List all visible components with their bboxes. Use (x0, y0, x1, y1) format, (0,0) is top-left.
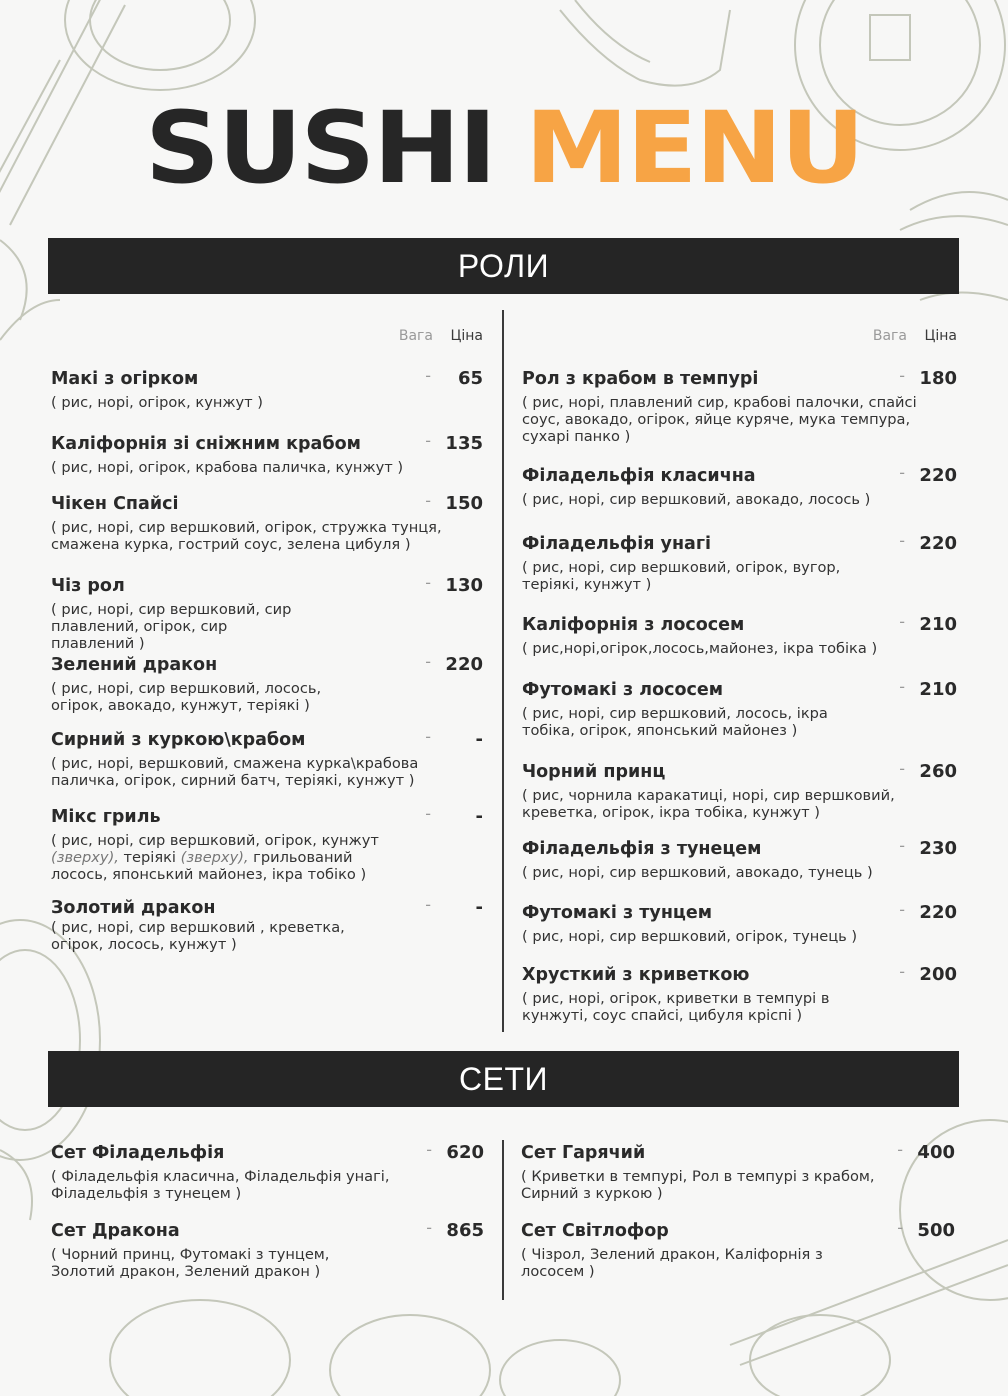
item-weight: - (899, 900, 905, 919)
menu-item (522, 465, 957, 508)
item-ingredients: ( рис, норі, сир вершковий, авокадо, лосось ) (522, 491, 871, 508)
item-price: 220 (919, 533, 957, 554)
rolls-right-column (522, 328, 957, 1028)
item-price: 65 (457, 368, 483, 389)
item-weight: - (899, 612, 905, 631)
menu-item (522, 614, 957, 657)
item-weight: - (425, 491, 431, 510)
item-name: Чіз рол (51, 576, 125, 596)
item-weight: - (899, 463, 905, 482)
rolls-column-divider (502, 310, 504, 1032)
desc-italic-note: (зверху), (51, 849, 119, 866)
item-ingredients: ( рис, норі, сир вершковий, авокадо, тунець ) (522, 864, 873, 881)
item-name: Сет Світлофор (521, 1221, 669, 1241)
desc-part: грильований лосось, японський майонез, ікра тобіко ) (51, 849, 367, 883)
menu-item (51, 368, 483, 411)
item-ingredients: ( Криветки в темпурі, Рол в темпурі з крабом, Сирний з куркою ) (521, 1168, 875, 1202)
item-price: 135 (445, 433, 483, 454)
item-name: Чорний принц (522, 762, 666, 782)
item-ingredients: ( рис, норі, сир вершковий, огірок, вугор, теріякі, кунжут ) (522, 559, 841, 593)
item-ingredients: ( рис,норі,огірок,лосось,майонез, ікра тобіка ) (522, 640, 878, 657)
item-name: Зелений дракон (51, 655, 218, 675)
item-price: 620 (446, 1142, 484, 1163)
desc-part: ( рис, норі, сир вершковий, огірок, кунжут (51, 832, 379, 849)
item-ingredients: ( Філадельфія класична, Філадельфія унагі, Філадельфія з тунецем ) (51, 1168, 390, 1202)
item-ingredients: ( рис, норі, сир вершковий, огірок, тунець ) (522, 928, 858, 945)
item-name: Рол з крабом в темпурі (522, 369, 759, 389)
item-ingredients: ( рис, норі, сир вершковий, сир плавлений, огірок, сир плавлений ) (51, 601, 292, 652)
item-name: Чікен Спайсі (51, 494, 179, 514)
menu-item (51, 1220, 484, 1280)
item-ingredients: ( рис, норі, огірок, крабова паличка, кунжут ) (51, 459, 404, 476)
item-ingredients (51, 832, 391, 883)
item-name: Філадельфія класична (522, 466, 756, 486)
item-ingredients: ( Чізрол, Зелений дракон, Каліфорнія з лососем ) (521, 1246, 823, 1280)
item-weight: - (426, 1218, 432, 1237)
menu-item (51, 654, 483, 714)
menu-item (51, 729, 483, 789)
rolls-section-header: РОЛИ (48, 238, 959, 294)
item-price: 220 (919, 465, 957, 486)
item-price: 180 (919, 368, 957, 389)
menu-item (51, 897, 483, 953)
item-weight: - (899, 531, 905, 550)
title-word-menu: MENU (524, 90, 864, 206)
item-price: 865 (446, 1220, 484, 1241)
item-ingredients: ( рис, норі, сир вершковий, лосось, ікра тобіка, огірок, японський майонез ) (522, 705, 828, 739)
item-name: Сет Дракона (51, 1221, 180, 1241)
item-ingredients: ( Чорний принц, Футомакі з тунцем, Золотий дракон, Зелений дракон ) (51, 1246, 330, 1280)
item-weight: - (425, 366, 431, 385)
item-weight: - (899, 759, 905, 778)
item-weight: - (897, 1218, 903, 1237)
menu-item (522, 679, 957, 739)
menu-title (0, 90, 1008, 206)
sets-column-divider (502, 1140, 504, 1300)
item-ingredients: ( рис, чорнила каракатиці, норі, сир вершковий, креветка, огірок, ікра тобіка, кунжут ) (522, 787, 895, 821)
item-weight: - (425, 727, 431, 746)
item-ingredients: ( рис, норі, огірок, криветки в темпурі в кунжуті, соус спайсі, цибуля кріспі ) (522, 990, 830, 1024)
item-price: 500 (917, 1220, 955, 1241)
item-name: Сет Філадельфія (51, 1143, 225, 1163)
item-price: 230 (919, 838, 957, 859)
item-price: 260 (919, 761, 957, 782)
menu-item (522, 902, 957, 945)
item-name: Сет Гарячий (521, 1143, 646, 1163)
item-ingredients: ( рис, норі, вершковий, смажена курка\крабова паличка, огірок, сирний батч, теріякі, кунжут ) (51, 755, 419, 789)
desc-italic-note: (зверху), (180, 849, 249, 866)
item-price: 150 (445, 493, 483, 514)
price-header: Ціна (924, 328, 957, 344)
item-weight: - (899, 962, 905, 981)
menu-item (51, 1142, 484, 1202)
item-ingredients: ( рис, норі, плавлений сир, крабові палочки, спайсі соус, авокадо, огірок, яйце куряче, мука темпура, сухарі панко ) (522, 394, 917, 445)
sets-right-column (521, 1142, 955, 1292)
item-weight: - (899, 836, 905, 855)
sets-left-column (51, 1142, 484, 1292)
menu-item (51, 806, 483, 883)
item-weight: - (425, 573, 431, 592)
item-name: Філадельфія унагі (522, 534, 712, 554)
item-weight: - (425, 652, 431, 671)
menu-item (522, 368, 957, 445)
desc-part: теріякі (118, 849, 181, 866)
price-header: Ціна (450, 328, 483, 344)
item-name: Каліфорнія з лососем (522, 615, 745, 635)
item-weight: - (899, 677, 905, 696)
menu-item (522, 761, 957, 821)
item-ingredients: ( рис, норі, сир вершковий, огірок, стружка тунця, смажена курка, гострий соус, зелена цибуля ) (51, 519, 442, 553)
menu-item (51, 433, 483, 476)
sets-section-header: СЕТИ (48, 1051, 959, 1107)
item-weight: - (899, 366, 905, 385)
item-name: Макі з огірком (51, 369, 199, 389)
item-price: 200 (919, 964, 957, 985)
item-name: Футомакі з тунцем (522, 903, 713, 923)
item-name: Філадельфія з тунецем (522, 839, 762, 859)
item-name: Футомакі з лососем (522, 680, 724, 700)
item-price: 220 (445, 654, 483, 675)
menu-item (51, 493, 483, 553)
item-ingredients: ( рис, норі, сир вершковий, лосось, огірок, авокадо, кунжут, теріякі ) (51, 680, 322, 714)
item-price: 400 (917, 1142, 955, 1163)
rolls-left-column (51, 328, 483, 958)
item-name: Золотий дракон (51, 898, 216, 918)
menu-item (51, 575, 483, 652)
item-name: Хрусткий з криветкою (522, 965, 750, 985)
menu-item (522, 533, 957, 593)
menu-item (522, 964, 957, 1024)
item-price: 220 (919, 902, 957, 923)
item-weight: - (425, 895, 431, 914)
item-weight: - (426, 1140, 432, 1159)
menu-item (522, 838, 957, 881)
item-price: 210 (919, 679, 957, 700)
item-price: - (475, 729, 483, 750)
weight-header: Вага (872, 328, 907, 344)
menu-item (521, 1142, 955, 1202)
menu-item (521, 1220, 955, 1280)
item-price: - (475, 806, 483, 827)
item-name: Каліфорнія зі сніжним крабом (51, 434, 361, 454)
title-word-sushi: SUSHI (144, 90, 495, 206)
item-weight: - (897, 1140, 903, 1159)
item-weight: - (425, 431, 431, 450)
weight-header: Вага (398, 328, 433, 344)
item-ingredients: ( рис, норі, огірок, кунжут ) (51, 394, 263, 411)
item-ingredients: ( рис, норі, сир вершковий , креветка, огірок, лосось, кунжут ) (51, 919, 345, 953)
item-price: - (475, 897, 483, 918)
item-name: Мікс гриль (51, 807, 161, 827)
item-price: 210 (919, 614, 957, 635)
item-weight: - (425, 804, 431, 823)
item-name: Сирний з куркою\крабом (51, 730, 306, 750)
item-price: 130 (445, 575, 483, 596)
